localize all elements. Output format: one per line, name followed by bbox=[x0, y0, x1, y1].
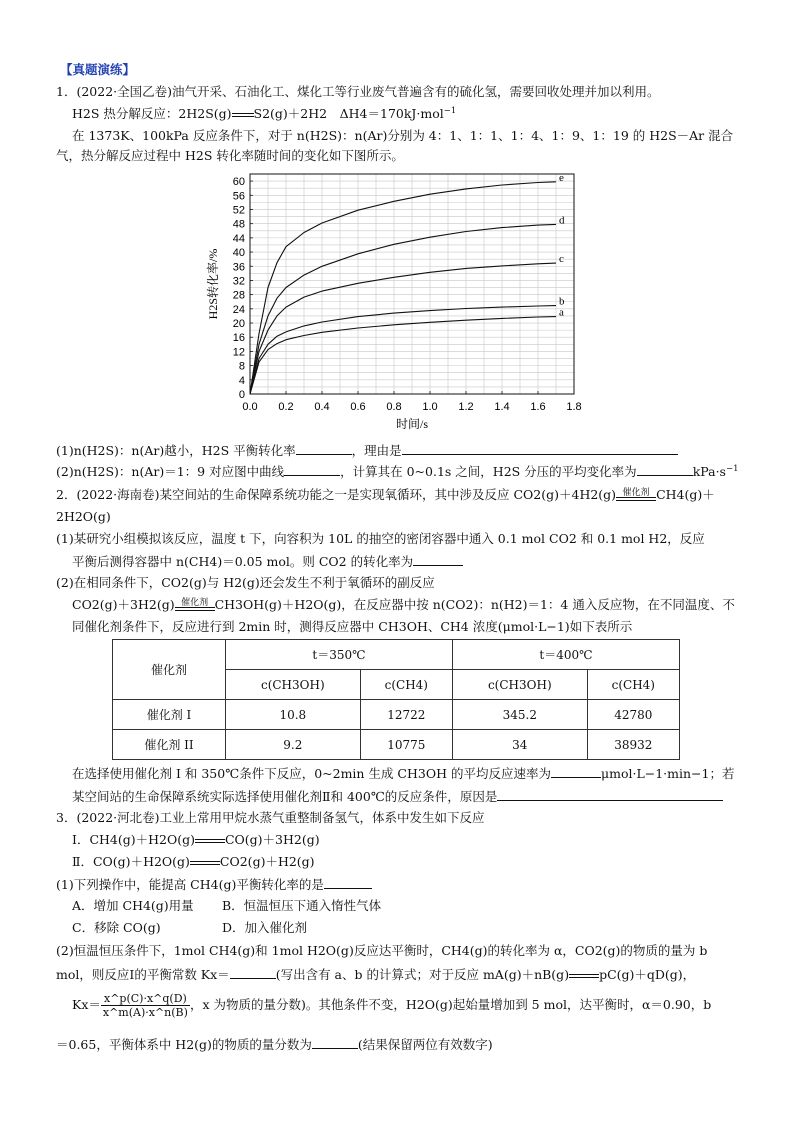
table-corner: 催化剂 bbox=[113, 640, 226, 700]
q1-sub2-text-c: kPa·s bbox=[692, 464, 726, 479]
q3-last-b: (结果保留两位有效数字) bbox=[357, 1037, 493, 1052]
q1-sub1 bbox=[56, 442, 678, 459]
q2-sub2-2-b: CH3OH(g)＋H2O(g)，在反应器中按 n(CO2)：n(H2)＝1：4 通入反应物，在不同温度、不 bbox=[214, 597, 735, 612]
y-tick-label: 28 bbox=[232, 289, 245, 302]
q2-sub2-3: 同催化剂条件下，反应进行到 2min 时，测得反应器中 CH3OH、CH4 浓度(μmol·L−1)如下表所示 bbox=[72, 619, 633, 634]
table-cell: 345.2 bbox=[452, 700, 587, 730]
q3-stem: 3．(2022·河北卷)工业上常用甲烷水蒸气重整制备氢气，体系中发生如下反应 bbox=[56, 810, 485, 825]
q1-sub1-text-b: ，理由是 bbox=[351, 443, 402, 458]
q1-sub2-text-a: (2)n(H2S)：n(Ar)＝1：9 对应图中曲线 bbox=[56, 464, 285, 479]
q3-reaction-2 bbox=[72, 854, 315, 870]
q1-reaction-sup: −1 bbox=[443, 106, 457, 116]
y-tick-label: 36 bbox=[232, 261, 245, 274]
answer-blank[interactable] bbox=[637, 463, 693, 476]
x-axis-label: 时间/s bbox=[395, 417, 429, 431]
q3-option-d[interactable]: D．加入催化剂 bbox=[222, 920, 308, 935]
y-tick-label: 44 bbox=[232, 232, 245, 245]
q2-after-2-text: 某空间站的生命保障系统实际选择使用催化剂Ⅱ和 400℃的反应条件，原因是 bbox=[72, 789, 498, 804]
q3-r2-a: Ⅱ．CO(g)＋H2O(g) bbox=[72, 854, 190, 869]
q3-sub2-2-b: (写出含有 a、b 的计算式；对于反应 mA(g)＋nB(g) bbox=[275, 967, 570, 982]
equilibrium-arrow-icon bbox=[190, 858, 220, 868]
q1-sub2 bbox=[56, 463, 738, 480]
q1-reaction-suffix: S2(g)＋2H2 ΔH4＝170kJ·mol bbox=[253, 106, 444, 121]
series-curve-e bbox=[250, 182, 556, 394]
q1-condition-1: 在 1373K、100kPa 反应条件下，对于 n(H2S)：n(Ar)分别为 4：1、1：1、1：4、1：9、1：19 的 H2S－Ar 混合 bbox=[72, 128, 734, 143]
y-tick-label: 32 bbox=[232, 275, 245, 288]
table-col-header: c(CH3OH) bbox=[226, 670, 361, 700]
chart-curves bbox=[250, 182, 556, 394]
y-tick-label: 40 bbox=[232, 247, 245, 260]
q3-r2-b: CO2(g)＋H2(g) bbox=[219, 854, 315, 869]
table-col-header: c(CH3OH) bbox=[452, 670, 587, 700]
table-row-label: 催化剂 I bbox=[113, 700, 226, 730]
table-cell: 38932 bbox=[587, 730, 679, 760]
x-tick-label: 1.4 bbox=[494, 401, 510, 413]
kx-rest: ，x 为物质的量分数)。其他条件不变，H2O(g)起始量增加到 5 mol，达平衡时，α＝0.90，b bbox=[189, 997, 712, 1012]
x-tick-label: 1.6 bbox=[530, 401, 546, 413]
answer-blank[interactable] bbox=[284, 463, 340, 476]
q2-sub2-2-a: CO2(g)＋3H2(g) bbox=[72, 597, 175, 612]
y-tick-label: 0 bbox=[238, 389, 245, 401]
q3-sub2-2-a: mol，则反应Ⅰ的平衡常数 Kx＝ bbox=[56, 967, 230, 982]
q2-sub2-1: (2)在相同条件下，CO2(g)与 H2(g)还会发生不利于氧循环的副反应 bbox=[56, 575, 435, 590]
q2-stem-b: CH4(g)＋ bbox=[656, 487, 715, 502]
q3-r1-b: CO(g)＋3H2(g) bbox=[224, 832, 320, 847]
table-row-label: 催化剂 II bbox=[113, 730, 226, 760]
q2-sub1-2-text: 平衡后测得容器中 n(CH4)＝0.05 mol。则 CO2 的转化率为 bbox=[72, 554, 414, 569]
answer-blank[interactable] bbox=[551, 765, 601, 778]
q1-sub2-sup: −1 bbox=[725, 464, 739, 474]
answer-blank[interactable] bbox=[324, 876, 372, 889]
section-tag: 【真题演练】 bbox=[60, 62, 136, 77]
catalyst-arrow-icon bbox=[175, 599, 215, 613]
q3-option-b[interactable]: B．恒温恒压下通入惰性气体 bbox=[222, 898, 382, 913]
series-label-e: e bbox=[559, 171, 564, 184]
q3-kx-formula bbox=[72, 990, 711, 1020]
table-cell: 9.2 bbox=[226, 730, 361, 760]
x-tick-label: 0.4 bbox=[314, 401, 330, 413]
y-tick-label: 48 bbox=[232, 218, 245, 231]
x-tick-label: 1.2 bbox=[458, 401, 474, 413]
y-tick-label: 8 bbox=[238, 360, 245, 373]
q3-r1-a: Ⅰ．CH4(g)＋H2O(g) bbox=[72, 832, 195, 847]
chart-labels bbox=[205, 172, 582, 431]
x-tick-label: 1.0 bbox=[422, 401, 438, 413]
table-row bbox=[113, 730, 680, 760]
q2-stem-a: 2．(2022·海南卷)某空间站的生命保障系统功能之一是实现氧循环，其中涉及反应 CO2(g)＋4H2(g) bbox=[56, 487, 617, 502]
q1-condition-2: 气，热分解反应过程中 H2S 转化率随时间的变化如下图所示。 bbox=[56, 148, 404, 163]
table-cell: 34 bbox=[452, 730, 587, 760]
q3-sub2-2-c: pC(g)＋qD(g)， bbox=[599, 967, 696, 982]
equals-sign-icon bbox=[232, 113, 254, 117]
y-tick-label: 60 bbox=[232, 176, 245, 189]
q3-option-c[interactable]: C．移除 CO(g) bbox=[72, 920, 161, 935]
series-label-c: c bbox=[559, 253, 564, 266]
answer-blank[interactable] bbox=[402, 442, 678, 455]
answer-blank[interactable] bbox=[230, 966, 276, 979]
kx-lhs: Kx＝ bbox=[72, 997, 101, 1012]
x-tick-label: 0.2 bbox=[278, 401, 294, 413]
y-tick-label: 24 bbox=[232, 303, 245, 316]
series-label-d: d bbox=[559, 214, 565, 227]
q3-sub1 bbox=[56, 876, 372, 893]
h2s-conversion-chart bbox=[200, 168, 600, 440]
catalyst-arrow-icon bbox=[616, 489, 656, 503]
answer-blank[interactable] bbox=[413, 553, 463, 566]
table-cell: 10.8 bbox=[226, 700, 361, 730]
table-cell: 42780 bbox=[587, 700, 679, 730]
table-cell: 12722 bbox=[360, 700, 452, 730]
kx-numerator: x^p(C)·x^q(D) bbox=[101, 992, 190, 1006]
q2-sub1-1: (1)某研究小组模拟该反应，温度 t 下，向容积为 10L 的抽空的密闭容器中通入 0.1 mol CO2 和 0.1 mol H2，反应 bbox=[56, 531, 705, 546]
x-tick-label: 0.8 bbox=[386, 401, 402, 413]
equilibrium-arrow-icon bbox=[195, 836, 225, 846]
q2-stem bbox=[56, 487, 715, 503]
series-label-a: a bbox=[559, 306, 564, 319]
q2-after-1-b: μmol·L−1·min−1；若 bbox=[600, 766, 735, 781]
x-tick-label: 0.0 bbox=[242, 401, 258, 413]
q3-sub1-text: (1)下列操作中，能提高 CH4(g)平衡转化率的是 bbox=[56, 877, 324, 892]
x-tick-label: 0.6 bbox=[350, 401, 366, 413]
series-curve-d bbox=[250, 224, 556, 394]
q1-reaction bbox=[72, 106, 456, 122]
q3-reaction-1 bbox=[72, 832, 320, 848]
q3-sub2-2 bbox=[56, 966, 695, 983]
q1-sub2-text-b: ，计算其在 0~0.1s 之间，H2S 分压的平均变化率为 bbox=[340, 464, 637, 479]
table-row bbox=[113, 700, 680, 730]
q1-reaction-prefix: H2S 热分解反应：2H2S(g) bbox=[72, 106, 232, 121]
table-col-header: c(CH4) bbox=[587, 670, 679, 700]
catalyst-label: 催化剂 bbox=[622, 487, 650, 498]
answer-blank[interactable] bbox=[312, 1036, 358, 1049]
y-tick-label: 56 bbox=[232, 190, 245, 203]
y-tick-label: 20 bbox=[232, 318, 245, 331]
q2-after-1 bbox=[72, 765, 734, 782]
q2-stem-2: 2H2O(g) bbox=[56, 509, 111, 524]
answer-blank[interactable] bbox=[497, 788, 723, 801]
q3-last-a: ＝0.65，平衡体系中 H2(g)的物质的量分数为 bbox=[56, 1037, 312, 1052]
q2-after-2 bbox=[72, 788, 723, 805]
q3-option-a[interactable]: A．增加 CH4(g)用量 bbox=[72, 898, 194, 913]
series-curve-b bbox=[250, 306, 556, 394]
q2-sub2-2 bbox=[72, 597, 735, 613]
table-temp-350: t＝350℃ bbox=[226, 640, 453, 670]
y-tick-label: 16 bbox=[232, 332, 245, 345]
catalyst-table bbox=[112, 639, 680, 760]
table-temp-400: t＝400℃ bbox=[452, 640, 679, 670]
q3-sub2-1: (2)恒温恒压条件下，1mol CH4(g)和 1mol H2O(g)反应达平衡时，CH4(g)的转化率为 α，CO2(g)的物质的量为 b bbox=[56, 943, 708, 958]
answer-blank[interactable] bbox=[296, 442, 352, 455]
y-axis-label: H2S转化率/% bbox=[206, 248, 220, 320]
y-tick-label: 4 bbox=[238, 374, 245, 387]
q3-last bbox=[56, 1036, 493, 1053]
q2-after-1-a: 在选择使用催化剂 I 和 350℃条件下反应，0~2min 生成 CH3OH 的平均反应速率为 bbox=[72, 766, 551, 781]
equilibrium-arrow-icon bbox=[569, 971, 599, 981]
kx-denominator: x^m(A)·x^n(B) bbox=[102, 1006, 188, 1019]
catalyst-label: 催化剂 bbox=[181, 597, 209, 608]
x-tick-label: 1.8 bbox=[566, 401, 582, 413]
table-cell: 10775 bbox=[360, 730, 452, 760]
table-col-header: c(CH4) bbox=[360, 670, 452, 700]
q1-stem: 1．(2022·全国乙卷)油气开采、石油化工、煤化工等行业废气普遍含有的硫化氢，需要回收处理并加以利用。 bbox=[56, 84, 660, 99]
chart-grid bbox=[250, 171, 574, 394]
y-tick-label: 52 bbox=[232, 204, 245, 217]
q1-sub1-text-a: (1)n(H2S)：n(Ar)越小，H2S 平衡转化率 bbox=[56, 443, 296, 458]
kx-fraction bbox=[101, 992, 190, 1019]
series-label-b: b bbox=[559, 295, 565, 308]
y-tick-label: 12 bbox=[232, 346, 245, 359]
q2-sub1-2 bbox=[72, 553, 463, 570]
